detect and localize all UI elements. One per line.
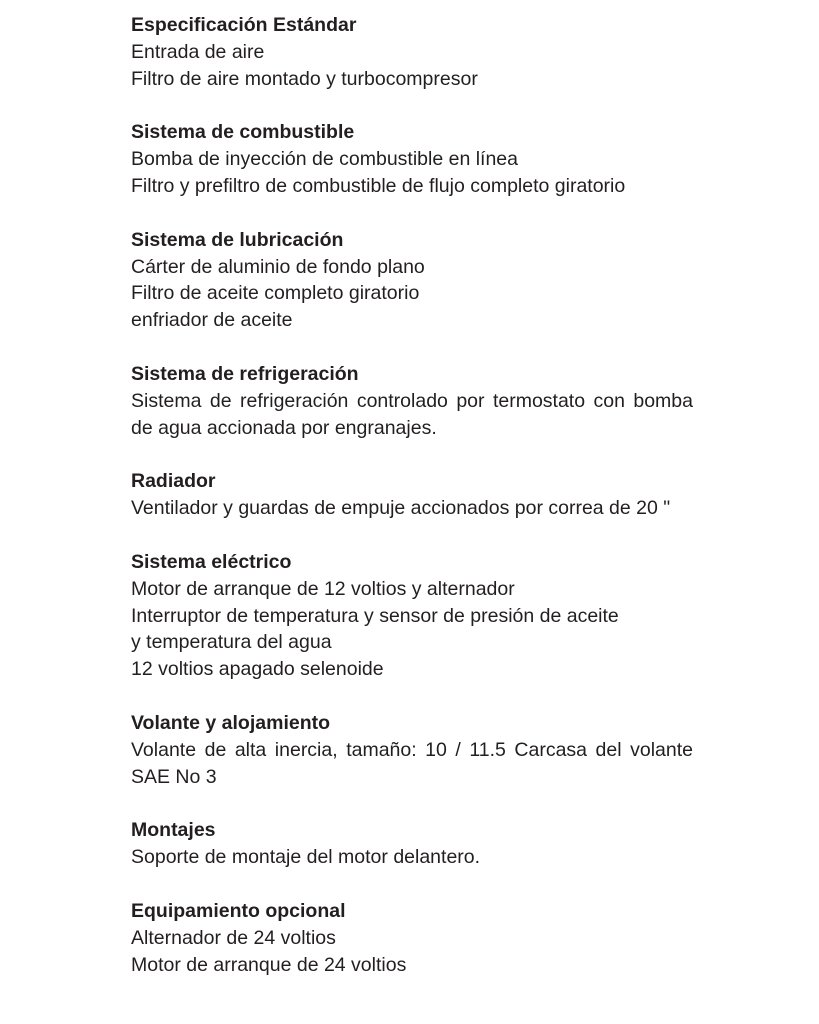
section-fuel-system bbox=[131, 119, 693, 199]
spec-line: Filtro de aceite completo giratorio bbox=[131, 282, 420, 305]
section-heading: Volante y alojamiento bbox=[131, 711, 331, 734]
spec-line: y temperatura del agua bbox=[131, 631, 332, 654]
section-heading: Equipamiento opcional bbox=[131, 899, 346, 922]
spec-line: Cárter de aluminio de fondo plano bbox=[131, 255, 425, 278]
section-standard-spec bbox=[131, 12, 693, 92]
section-heading: Montajes bbox=[131, 819, 216, 842]
section-cooling-system bbox=[131, 361, 693, 441]
spec-line: 12 voltios apagado selenoide bbox=[131, 658, 384, 681]
spec-line: Motor de arranque de 24 voltios bbox=[131, 953, 407, 976]
spec-line: enfriador de aceite bbox=[131, 309, 293, 332]
section-heading: Sistema de lubricación bbox=[131, 228, 344, 251]
spec-line: Motor de arranque de 12 voltios y alternador bbox=[131, 577, 515, 600]
section-electrical-system bbox=[131, 549, 693, 683]
spec-document bbox=[131, 12, 693, 1005]
spec-line: Interruptor de temperatura y sensor de presión de aceite bbox=[131, 604, 619, 627]
section-heading: Sistema de refrigeración bbox=[131, 362, 359, 385]
spec-line: Filtro de aire montado y turbocompresor bbox=[131, 67, 478, 90]
section-heading: Sistema de combustible bbox=[131, 121, 355, 144]
section-heading: Radiador bbox=[131, 470, 216, 493]
section-heading: Especificación Estándar bbox=[131, 14, 357, 36]
section-heading: Sistema eléctrico bbox=[131, 550, 292, 573]
section-mountings bbox=[131, 817, 693, 871]
spec-line: Soporte de montaje del motor delantero. bbox=[131, 846, 481, 869]
spec-paragraph: Volante de alta inercia, tamaño: 10 / 11.5 Carcasa del volante SAE No 3 bbox=[131, 738, 693, 788]
spec-line: Entrada de aire bbox=[131, 40, 265, 63]
spec-paragraph: Sistema de refrigeración controlado por termostato con bomba de agua accionada por engranajes. bbox=[131, 389, 693, 439]
section-radiator bbox=[131, 468, 693, 522]
spec-line: Alternador de 24 voltios bbox=[131, 926, 336, 949]
section-lubrication-system bbox=[131, 227, 693, 334]
section-flywheel-housing bbox=[131, 710, 693, 790]
spec-paragraph: Ventilador y guardas de empuje accionados por correa de 20 " bbox=[131, 497, 671, 520]
section-optional-equipment bbox=[131, 898, 693, 978]
spec-line: Filtro y prefiltro de combustible de flujo completo giratorio bbox=[131, 174, 626, 197]
spec-line: Bomba de inyección de combustible en línea bbox=[131, 148, 518, 171]
